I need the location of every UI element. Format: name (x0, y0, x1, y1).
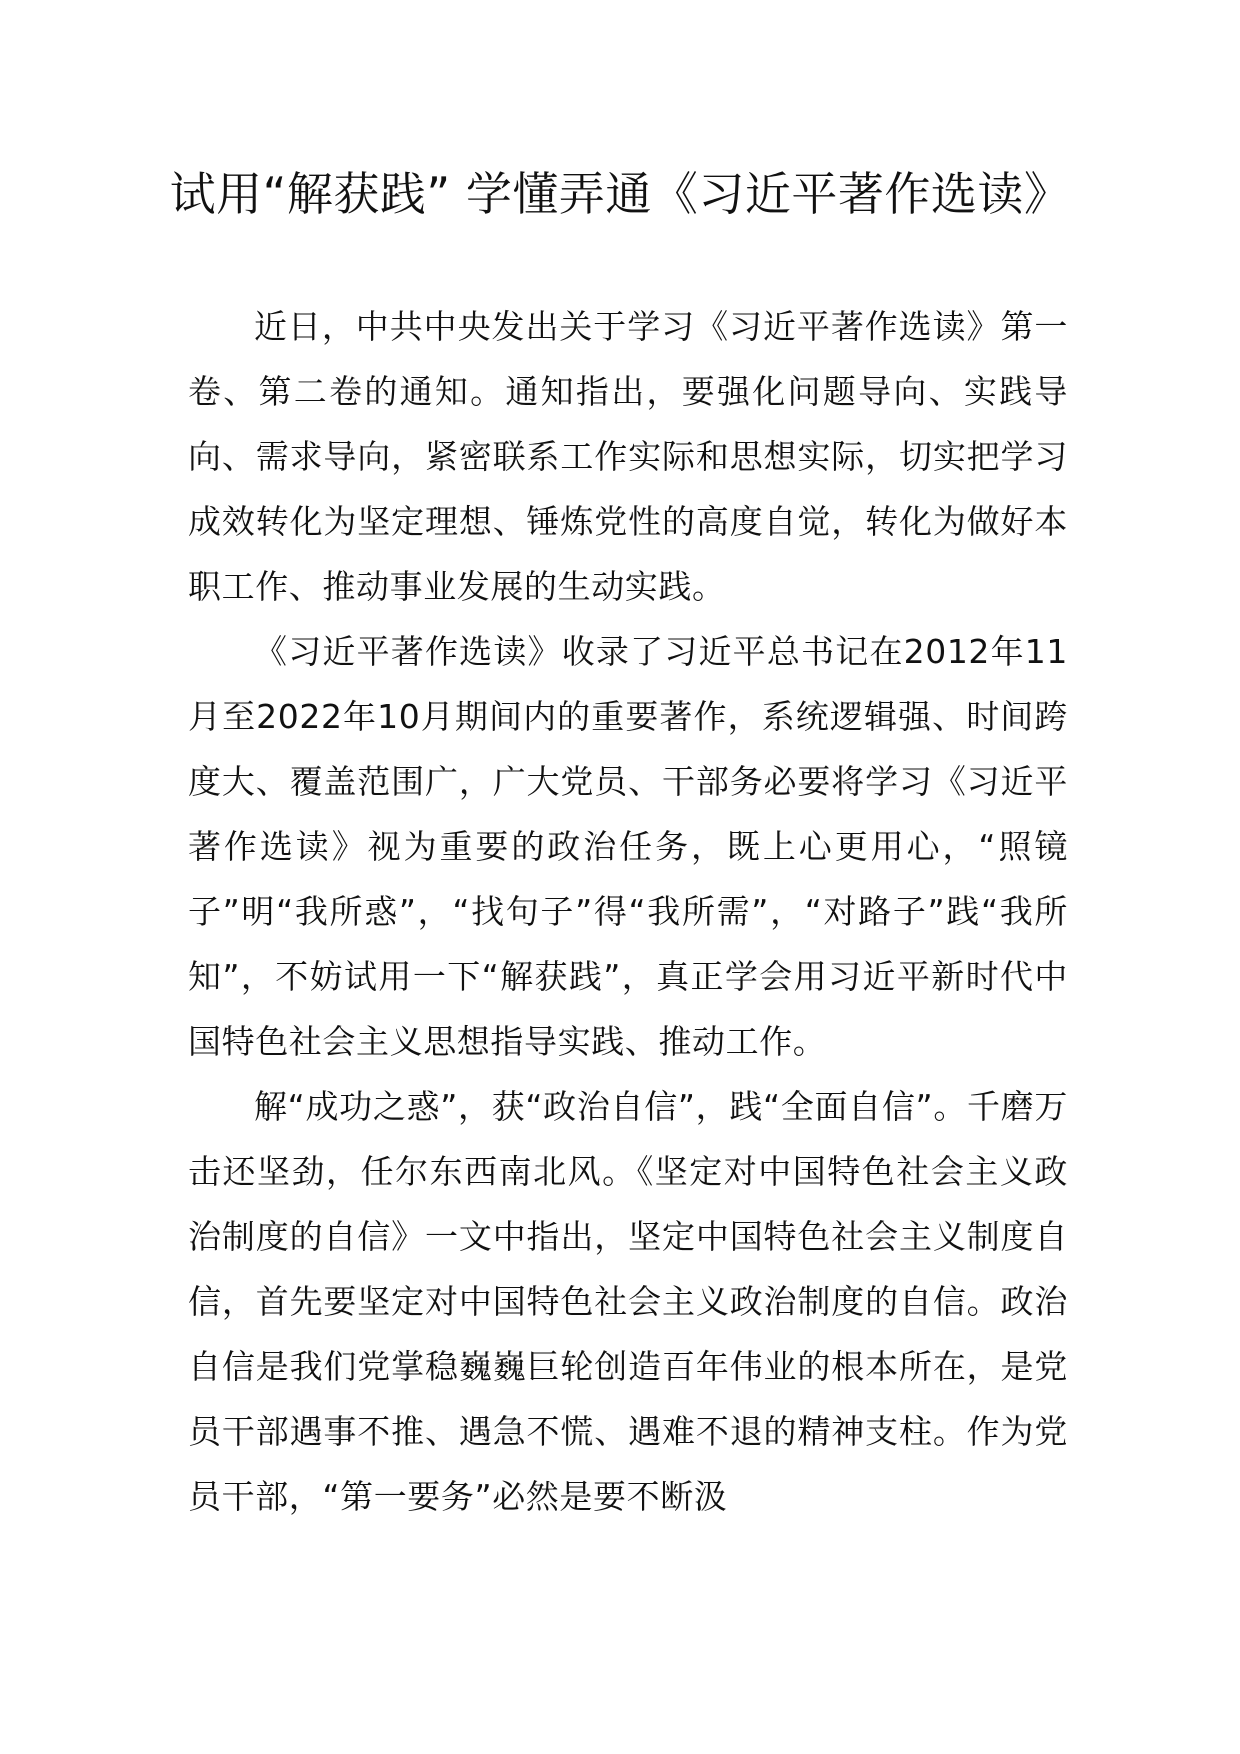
document-title: 试用“解获践” 学懂弄通《习近平著作选读》 (169, 167, 1071, 221)
document-body (188, 294, 1068, 1529)
paragraph-3: 解“成功之惑”，获“政治自信”，践“全面自信”。千磨万击还坚劲，任尔东西南北风。《坚定对中国特色社会主义政治制度的自信》一文中指出，坚定中国特色社会主义制度自信，首先要坚定对中国特色社会主义政治制度的自信。政治自信是我们党掌稳巍巍巨轮创造百年伟业的根本所在，是党员干部遇事不推、遇急不慌、遇难不退的精神支柱。作为党员干部，“第一要务”必然是要不断汲 (188, 1087, 1068, 1516)
paragraph-2: 《习近平著作选读》收录了习近平总书记在2012年11月至2022年10月期间内的重要著作，系统逻辑强、时间跨度大、覆盖范围广，广大党员、干部务必要将学习《习近平著作选读》视为重要的政治任务，既上心更用心，“照镜子”明“我所惑”，“找句子”得“我所需”，“对路子”践“我所知”，不妨试用一下“解获践”，真正学会用习近平新时代中国特色社会主义思想指导实践、推动工作。 (188, 632, 1068, 1061)
paragraph-1: 近日，中共中央发出关于学习《习近平著作选读》第一卷、第二卷的通知。通知指出，要强化问题导向、实践导向、需求导向，紧密联系工作实际和思想实际，切实把学习成效转化为坚定理想、锤炼党性的高度自觉，转化为做好本职工作、推动事业发展的生动实践。 (188, 307, 1068, 606)
